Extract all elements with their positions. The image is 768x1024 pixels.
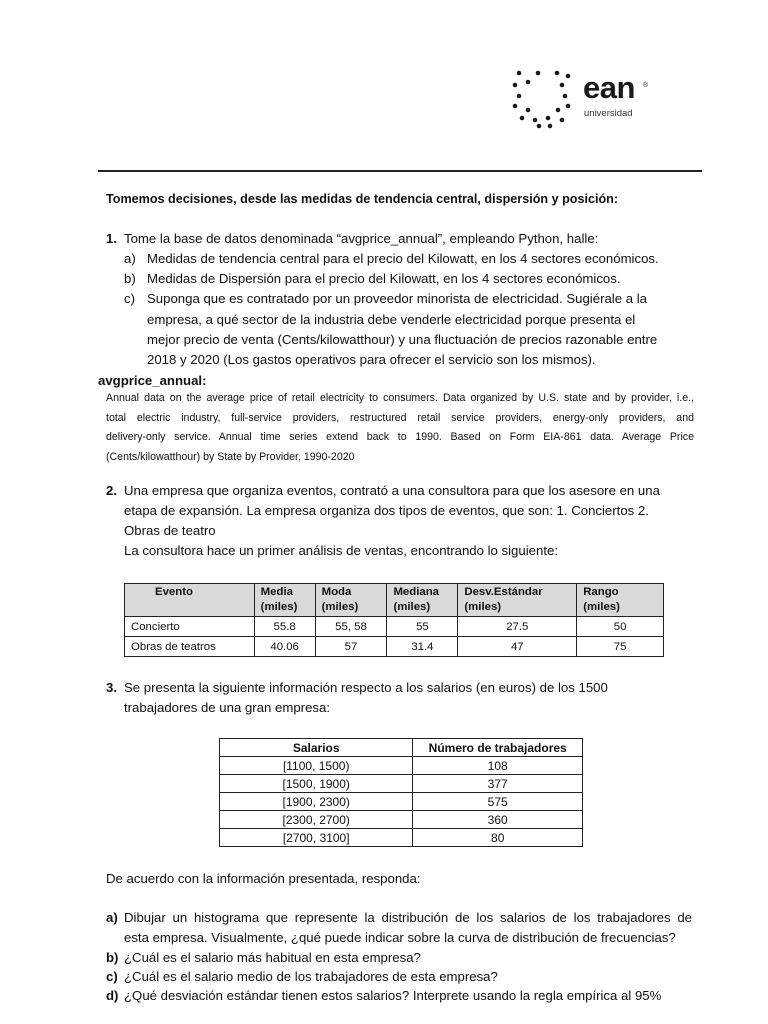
- header-salarios: Salarios: [220, 739, 413, 757]
- cell-desv: 47: [458, 637, 577, 657]
- cell-evento: Concierto: [125, 617, 255, 637]
- dataset-title: avgprice_annual:: [98, 373, 207, 388]
- q3-line: Se presenta la siguiente información respecto a los salarios (en euros) de los 1500: [124, 680, 608, 695]
- salary-frequency-table: [219, 738, 583, 847]
- cell-worker-count: 575: [413, 793, 583, 811]
- cell-salary-interval: [1500, 1900): [220, 775, 413, 793]
- q1-text: Tome la base de datos denominada “avgprice_annual”, empleando Python, halle:: [124, 231, 599, 246]
- cell-mediana: 31.4: [387, 637, 458, 657]
- q1-item-c-line: empresa, a qué sector de la industria debe venderle electricidad porque presenta el: [147, 312, 636, 327]
- q2-number: 2.: [106, 483, 117, 498]
- q3-intro: De acuerdo con la información presentada, responda:: [106, 871, 421, 886]
- table-header-row: [220, 739, 583, 757]
- q1-item-c-line: mejor precio de venta (Cents/kilowatthour) y una fluctuación de precios razonable entre: [147, 332, 658, 347]
- cell-worker-count: 80: [413, 829, 583, 847]
- logo-subtitle: universidad: [584, 108, 633, 119]
- q1-item-c-line: Suponga que es contratado por un proveedor minorista de electricidad. Sugiérale a la: [147, 291, 647, 306]
- q2-line: Obras de teatro: [124, 523, 216, 538]
- q1-item-c-letter: c): [124, 291, 135, 306]
- logo-registered-mark: ®: [643, 82, 649, 89]
- cell-salary-interval: [1900, 2300): [220, 793, 413, 811]
- table-row: [220, 757, 583, 775]
- table-row: [125, 637, 664, 657]
- q1-item-a-text: Medidas de tendencia central para el precio del Kilowatt, en los 4 sectores económicos.: [147, 251, 659, 266]
- q1-item-c-line: 2018 y 2020 (Los gastos operativos para ofrecer el servicio son los mismos).: [147, 352, 596, 367]
- cell-worker-count: 360: [413, 811, 583, 829]
- header-divider: [98, 170, 702, 172]
- q1-item-b-text: Medidas de Dispersión para el precio del Kilowatt, en los 4 sectores económicos.: [147, 271, 621, 286]
- dataset-description: [106, 389, 694, 467]
- q3-item-b-text: ¿Cuál es el salario más habitual en esta empresa?: [124, 950, 421, 965]
- header-numero-trabajadores: Número de trabajadores: [413, 739, 583, 757]
- q3-number: 3.: [106, 680, 117, 695]
- header-mediana: Mediana (miles): [387, 584, 458, 617]
- q3-line: trabajadores de una gran empresa:: [124, 700, 331, 715]
- cell-media: 40.06: [254, 637, 315, 657]
- q1-item-b-letter: b): [124, 271, 136, 286]
- q3-item-a-line: esta empresa. Visualmente, ¿qué puede indicar sobre la curva de distribución de frecuencias?: [124, 930, 676, 945]
- table-row: [220, 829, 583, 847]
- header-evento: Evento: [125, 584, 255, 617]
- header-media: Media (miles): [254, 584, 315, 617]
- events-stats-table: [124, 583, 664, 657]
- dataset-line: (Cents/kilowatthour) by State by Provider, 1990-2020: [106, 450, 355, 463]
- table-header-row: [125, 584, 664, 617]
- q1-number: 1.: [106, 231, 117, 246]
- cell-worker-count: 377: [413, 775, 583, 793]
- cell-desv: 27.5: [458, 617, 577, 637]
- header-rango: Rango (miles): [577, 584, 664, 617]
- q2-line: etapa de expansión. La empresa organiza dos tipos de eventos, que son: 1. Conciertos 2.: [124, 503, 649, 518]
- table-row: [220, 811, 583, 829]
- q3-item-a-line: Dibujar un histograma que represente la distribución de los salarios de los trabajadores de: [124, 910, 692, 925]
- q2-line: Una empresa que organiza eventos, contrató a una consultora para que los asesore en una: [124, 483, 660, 498]
- cell-worker-count: 108: [413, 757, 583, 775]
- q2-line: La consultora hace un primer análisis de ventas, encontrando lo siguiente:: [124, 543, 558, 558]
- header-desv-estandar: Desv.Estándar (miles): [458, 584, 577, 617]
- page-heading: Tomemos decisiones, desde las medidas de tendencia central, dispersión y posición:: [106, 192, 619, 206]
- q3-item-d-text: ¿Qué desviación estándar tienen estos salarios? Interprete usando la regla empírica al 95%: [124, 988, 662, 1003]
- cell-rango: 50: [577, 617, 664, 637]
- dataset-line: delivery-only service. Annual time series extend back to 1990. Based on Form EIA-861 data. Average Price: [106, 431, 694, 443]
- cell-salary-interval: [1100, 1500): [220, 757, 413, 775]
- dataset-line: total electric industry, full-service providers, restructured retail service providers, energy-only providers, and: [106, 411, 694, 424]
- q3-item-d-letter: d): [106, 988, 119, 1003]
- header-moda: Moda (miles): [315, 584, 387, 617]
- cell-evento: Obras de teatros: [125, 637, 255, 657]
- cell-rango: 75: [577, 637, 664, 657]
- q3-item-c-text: ¿Cuál es el salario medio de los trabajadores de esta empresa?: [124, 969, 498, 984]
- cell-moda: 57: [315, 637, 387, 657]
- cell-salary-interval: [2300, 2700): [220, 811, 413, 829]
- cell-salary-interval: [2700, 3100]: [220, 829, 413, 847]
- q3-item-c-letter: c): [106, 969, 118, 984]
- logo-wordmark: ean: [583, 70, 635, 105]
- q3-item-a-letter: a): [106, 910, 118, 925]
- cell-moda: 55, 58: [315, 617, 387, 637]
- q1-item-a-letter: a): [124, 251, 136, 266]
- cell-media: 55.8: [254, 617, 315, 637]
- table-row: [125, 617, 664, 637]
- table-row: [220, 775, 583, 793]
- table-row: [220, 793, 583, 811]
- dataset-line: Annual data on the average price of retail electricity to consumers. Data organized by U.S. state and by provider, i.e.,: [106, 392, 694, 404]
- cell-mediana: 55: [387, 617, 458, 637]
- q3-item-b-letter: b): [106, 950, 119, 965]
